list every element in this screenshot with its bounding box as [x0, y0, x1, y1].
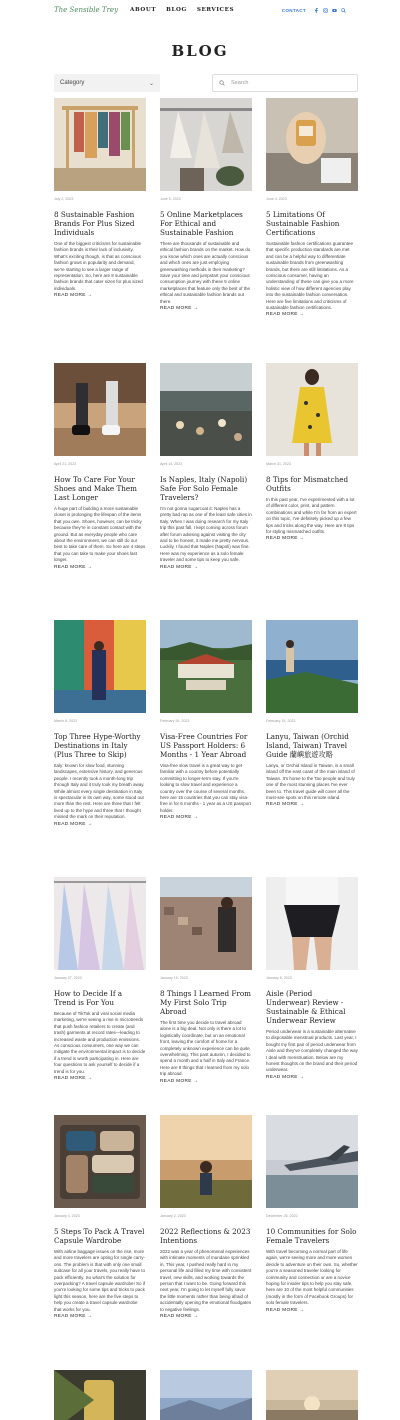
post-title[interactable]: 5 Steps To Pack A Travel Capsule Wardrobe: [54, 1227, 145, 1245]
post-date: January 27, 2023: [54, 976, 82, 980]
post-thumbnail[interactable]: [54, 98, 146, 191]
category-select-label: Category: [60, 80, 85, 86]
post-thumbnail[interactable]: [160, 1115, 252, 1208]
post-card[interactable]: [266, 1115, 358, 1313]
chevron-down-icon: ⌄: [148, 80, 154, 87]
post-date: January 8, 2023: [266, 976, 292, 980]
post-card[interactable]: [54, 620, 146, 827]
nav-about[interactable]: ABOUT: [130, 7, 157, 13]
post-card[interactable]: [266, 363, 358, 541]
post-card[interactable]: [266, 1370, 358, 1420]
post-date: February 26, 2023: [160, 719, 190, 723]
post-thumbnail[interactable]: [266, 877, 358, 970]
read-more-link[interactable]: READ MORE →: [160, 306, 199, 312]
post-date: April 21, 2023: [54, 462, 77, 466]
read-more-link[interactable]: READ MORE →: [266, 802, 305, 808]
post-excerpt: With airline baggage issues on the rise, more and more travelers are opting for single carry-ons. The problem is that with only one small suitcase for all your travels, you really have to pack efficiently. So what's the solution for overpacking? A travel capsule wardrobe! So if you're looking for some tips and tricks to pack light this season, here are the five steps to help you create a travel capsule wardrobe that works for you.: [54, 1249, 146, 1312]
post-title[interactable]: 8 Sustainable Fashion Brands For Plus Sized Individuals: [54, 210, 135, 237]
post-thumbnail[interactable]: [54, 877, 146, 970]
post-date: March 8, 2023: [54, 719, 77, 723]
site-header: [0, 0, 400, 20]
post-title[interactable]: 10 Communities for Solo Female Travelers: [266, 1227, 357, 1245]
post-title[interactable]: How to Decide If a Trend is For You: [54, 989, 123, 1007]
read-more-link[interactable]: READ MORE →: [54, 564, 93, 570]
post-card[interactable]: [160, 1115, 252, 1319]
instagram-icon[interactable]: [323, 8, 328, 13]
filter-bar: [54, 74, 358, 92]
nav-services[interactable]: SERVICES: [196, 7, 235, 13]
post-date: January 4, 2023: [54, 1214, 80, 1218]
post-thumbnail[interactable]: [54, 363, 146, 456]
post-excerpt: 2022 was a year of phenomenal experiences with intimate moments of mundane sprinkled in. This year, I pushed really hard in my personal life and filled my time with consistent travel, new skills, and working towards the person that I want to be. Going forward this next year, I'm going to let myself fully savor the little moments rather than being afraid of accidentally opening the emotional floodgates to negative feelings.: [160, 1249, 252, 1312]
site-logo[interactable]: The Sensible Trey: [54, 6, 119, 14]
post-excerpt: Period underwear is a sustainable alternative to disposable menstrual products. Last year, I bought my first pair of period underwear from Aisle and they've completely changed the way I deal with menstruation. Below are my honest thoughts on the brand and their period underwear.: [266, 1029, 358, 1073]
read-more-link[interactable]: READ MORE →: [54, 1076, 93, 1082]
post-card[interactable]: [54, 98, 146, 298]
read-more-link[interactable]: READ MORE →: [266, 1307, 305, 1313]
post-thumbnail[interactable]: [266, 1370, 358, 1420]
post-thumbnail[interactable]: [54, 1370, 146, 1420]
search-icon: [219, 80, 225, 86]
read-more-link[interactable]: READ MORE →: [266, 536, 305, 542]
post-title[interactable]: 5 Limitations Of Sustainable Fashion Certifications: [266, 210, 340, 237]
post-title[interactable]: 8 Things I Learned From My First Solo Trip Abroad: [160, 989, 251, 1016]
post-thumbnail[interactable]: [266, 620, 358, 713]
facebook-icon[interactable]: [314, 8, 319, 13]
post-title[interactable]: 5 Online Marketplaces For Ethical and Sustainable Fashion: [160, 210, 243, 237]
post-title[interactable]: Is Naples, Italy (Napoli) Safe For Solo Female Travelers?: [160, 475, 248, 502]
post-thumbnail[interactable]: [266, 98, 358, 191]
post-excerpt: One of the biggest criticisms for sustainable fashion brands is their lack of inclusivity. What's exciting though, is that as conscious fashion grows in popularity and demand, we're starting to see a larger range of representation. So, here are 8 sustainable fashion brands that cater sizes for plus sized individuals.: [54, 241, 143, 291]
post-card[interactable]: [160, 98, 252, 311]
search-input[interactable]: [212, 74, 358, 92]
post-excerpt: Lanyu, or Orchid Island in Taiwan, is a small island off the east coast of the main island of Taiwan. It's home to the Tao people and truly one of the most stunning places I've ever been to. This travel guide will cover all the must-see spots on this remote island.: [266, 763, 355, 801]
post-title[interactable]: How To Care For Your Shoes and Make Them Last Longer: [54, 475, 137, 502]
contact-link[interactable]: CONTACT: [281, 7, 306, 13]
read-more-link[interactable]: READ MORE →: [266, 1074, 305, 1080]
post-title[interactable]: Top Three Hype-Worthy Destinations in Italy (Plus Three to Skip): [54, 732, 141, 759]
post-thumbnail[interactable]: [54, 1115, 146, 1208]
read-more-link[interactable]: READ MORE →: [266, 312, 305, 318]
post-excerpt: In this past year, I've experimented with a lot of different color, print, and pattern combinations and while I'm far from an expert on this topic, I've definitely picked up a few tips and tricks along the way. Here are 8 tips for styling mismatched outfits.: [266, 497, 357, 535]
post-excerpt: I'm not gonna sugarcoat it: Naples has a pretty bad rap as one of the least safe cities in Italy. When I was doing research for my Italy trip this past fall, I kept coming across forum after forum advising against visiting the city and to be honest, it made me pretty nervous. Luckily, I found that Naples (Napoli) was fine. Here was my experience as a solo female traveler and some tips to keep you safe.: [160, 506, 252, 563]
post-card[interactable]: [266, 620, 358, 807]
post-title[interactable]: Visa-Free Countries For US Passport Holders: 6 Months - 1 Year Abroad: [160, 732, 248, 759]
post-date: July 2, 2023: [54, 197, 74, 201]
post-date: December 26, 2022: [266, 1214, 298, 1218]
post-card[interactable]: [54, 1370, 146, 1420]
post-title[interactable]: Lanyu, Taiwan (Orchid Island, Taiwan) Travel Guide 蘭嶼旅遊攻略: [266, 732, 349, 759]
post-date: April 14, 2023: [160, 462, 183, 466]
read-more-link[interactable]: READ MORE →: [160, 564, 199, 570]
post-title[interactable]: 8 Tips for Mismatched Outfits: [266, 475, 349, 493]
youtube-icon[interactable]: [332, 8, 337, 13]
post-excerpt: Visa-free slow travel is a great way to get familiar with a country before potentially committing to longer-term stay. If you're looking to slow travel and experience a country over the course of several months, here are 15 countries that you can stay visa-free in for 6 months - 1 year as a US passport holder.: [160, 763, 252, 813]
post-excerpt: Sustainable fashion certifications guarantee that specific production standards are met and can be a helpful way to differentiate sustainable brands from greenwashing brands, but there are still limitations. As a conscious consumer, having an understanding of these can give you a more holistic view of how different agencies play into the sustainable fashion conversation. Here are five limitations and criticisms of sustainable fashion certifications.: [266, 241, 354, 311]
post-excerpt: Because of TikTok and viral social media marketing, we're seeing a rise in microtrends that push fashion retailers to create (and trash) garments at record rates—leading to increased waste and production emissions. As conscious consumers, one way we can mitigate the environmental impact is to decide if a trend is worth participating in. Here are four questions to ask yourself to decide if a trend is for you.: [54, 1011, 146, 1074]
main-nav: [130, 7, 234, 13]
post-thumbnail[interactable]: [160, 363, 252, 456]
post-thumbnail[interactable]: [266, 363, 358, 456]
post-card[interactable]: [266, 877, 358, 1080]
post-card[interactable]: [160, 363, 252, 570]
post-card[interactable]: [266, 98, 358, 317]
post-thumbnail[interactable]: [160, 98, 252, 191]
post-date: January 2, 2023: [160, 1214, 186, 1218]
post-excerpt: With travel becoming a normal part of life again, we're seeing more and more women decide to adventure on their own. So, whether you're a seasoned traveler looking for community and connection or are a novice hoping for insider tips to help you stay safe, here are 10 of the most helpful communities (mostly in the form of Facebook Groups) for solo female travelers.: [266, 1249, 358, 1306]
category-select[interactable]: [54, 74, 160, 92]
post-title[interactable]: 2022 Reflections & 2023 Intentions: [160, 1227, 251, 1245]
read-more-link[interactable]: READ MORE →: [160, 1078, 199, 1084]
search-icon[interactable]: [341, 8, 346, 13]
post-excerpt: The first time you decide to travel abroad alone is a big deal. Not only is there a lot to logistically coordinate, but on an emotional front, leaving the comfort of home for a completely unknown experience can be quite overwhelming. This past autumn, I decided to spend a month and a half in Italy and France. Here are 8 things that I learned from my solo trip abroad.: [160, 1020, 251, 1077]
post-date: June 4, 2023: [266, 197, 287, 201]
read-more-link[interactable]: READ MORE →: [54, 1314, 93, 1320]
post-card[interactable]: [54, 1115, 146, 1319]
post-card[interactable]: [160, 1370, 252, 1420]
post-thumbnail[interactable]: [266, 1115, 358, 1208]
post-card[interactable]: [54, 363, 146, 570]
post-excerpt: A huge part of building a more sustainable closet is prolonging the lifespan of the items that you own. Shoes, however, can be tricky because they're in constant contact with the ground. But as everyday people who care about the environment, we can still do our best to take care of them. So here are 4 steps that you can take to make your shoes last longer.: [54, 506, 146, 563]
post-excerpt: Italy: known for slow food, stunning landscapes, extensive history, and generous people. I recently took a month-long trip through Italy and it truly took my breath away. While almost every single destination in Italy is spectacular in its own way, some stood out more than the rest. Here are three that I felt lived up to the hype and three that I thought missed the mark on their reputation.: [54, 763, 145, 820]
post-excerpt: There are thousands of sustainable and ethical fashion brands on the market. How do you know which ones are actually conscious and which ones are just employing greenwashing methods in their marketing? Save your time and jumpstart your conscious consumption journey with these 5 online marketplaces that feature only the best of the ethical and sustainable fashion brands out there.: [160, 241, 251, 304]
post-date: February 15, 2023: [266, 719, 296, 723]
read-more-link[interactable]: READ MORE →: [54, 293, 93, 299]
post-thumbnail[interactable]: [160, 877, 252, 970]
post-date: January 15, 2023: [160, 976, 188, 980]
post-date: June 5, 2023: [160, 197, 181, 201]
read-more-link[interactable]: READ MORE →: [160, 815, 199, 821]
post-thumbnail[interactable]: [54, 620, 146, 713]
post-thumbnail[interactable]: [160, 1370, 252, 1420]
read-more-link[interactable]: READ MORE →: [54, 821, 93, 827]
header-right: [282, 8, 346, 13]
nav-blog[interactable]: BLOG: [166, 7, 187, 13]
post-card[interactable]: [54, 877, 146, 1081]
post-date: March 31, 2023: [266, 462, 291, 466]
post-card[interactable]: [160, 877, 252, 1084]
page-title: BLOG: [171, 42, 229, 60]
post-card[interactable]: [160, 620, 252, 820]
post-thumbnail[interactable]: [160, 620, 252, 713]
search-placeholder: Search: [231, 80, 249, 86]
read-more-link[interactable]: READ MORE →: [160, 1314, 199, 1320]
post-title[interactable]: Aisle (Period Underwear) Review - Sustainable & Ethical Underwear Review: [266, 989, 346, 1025]
